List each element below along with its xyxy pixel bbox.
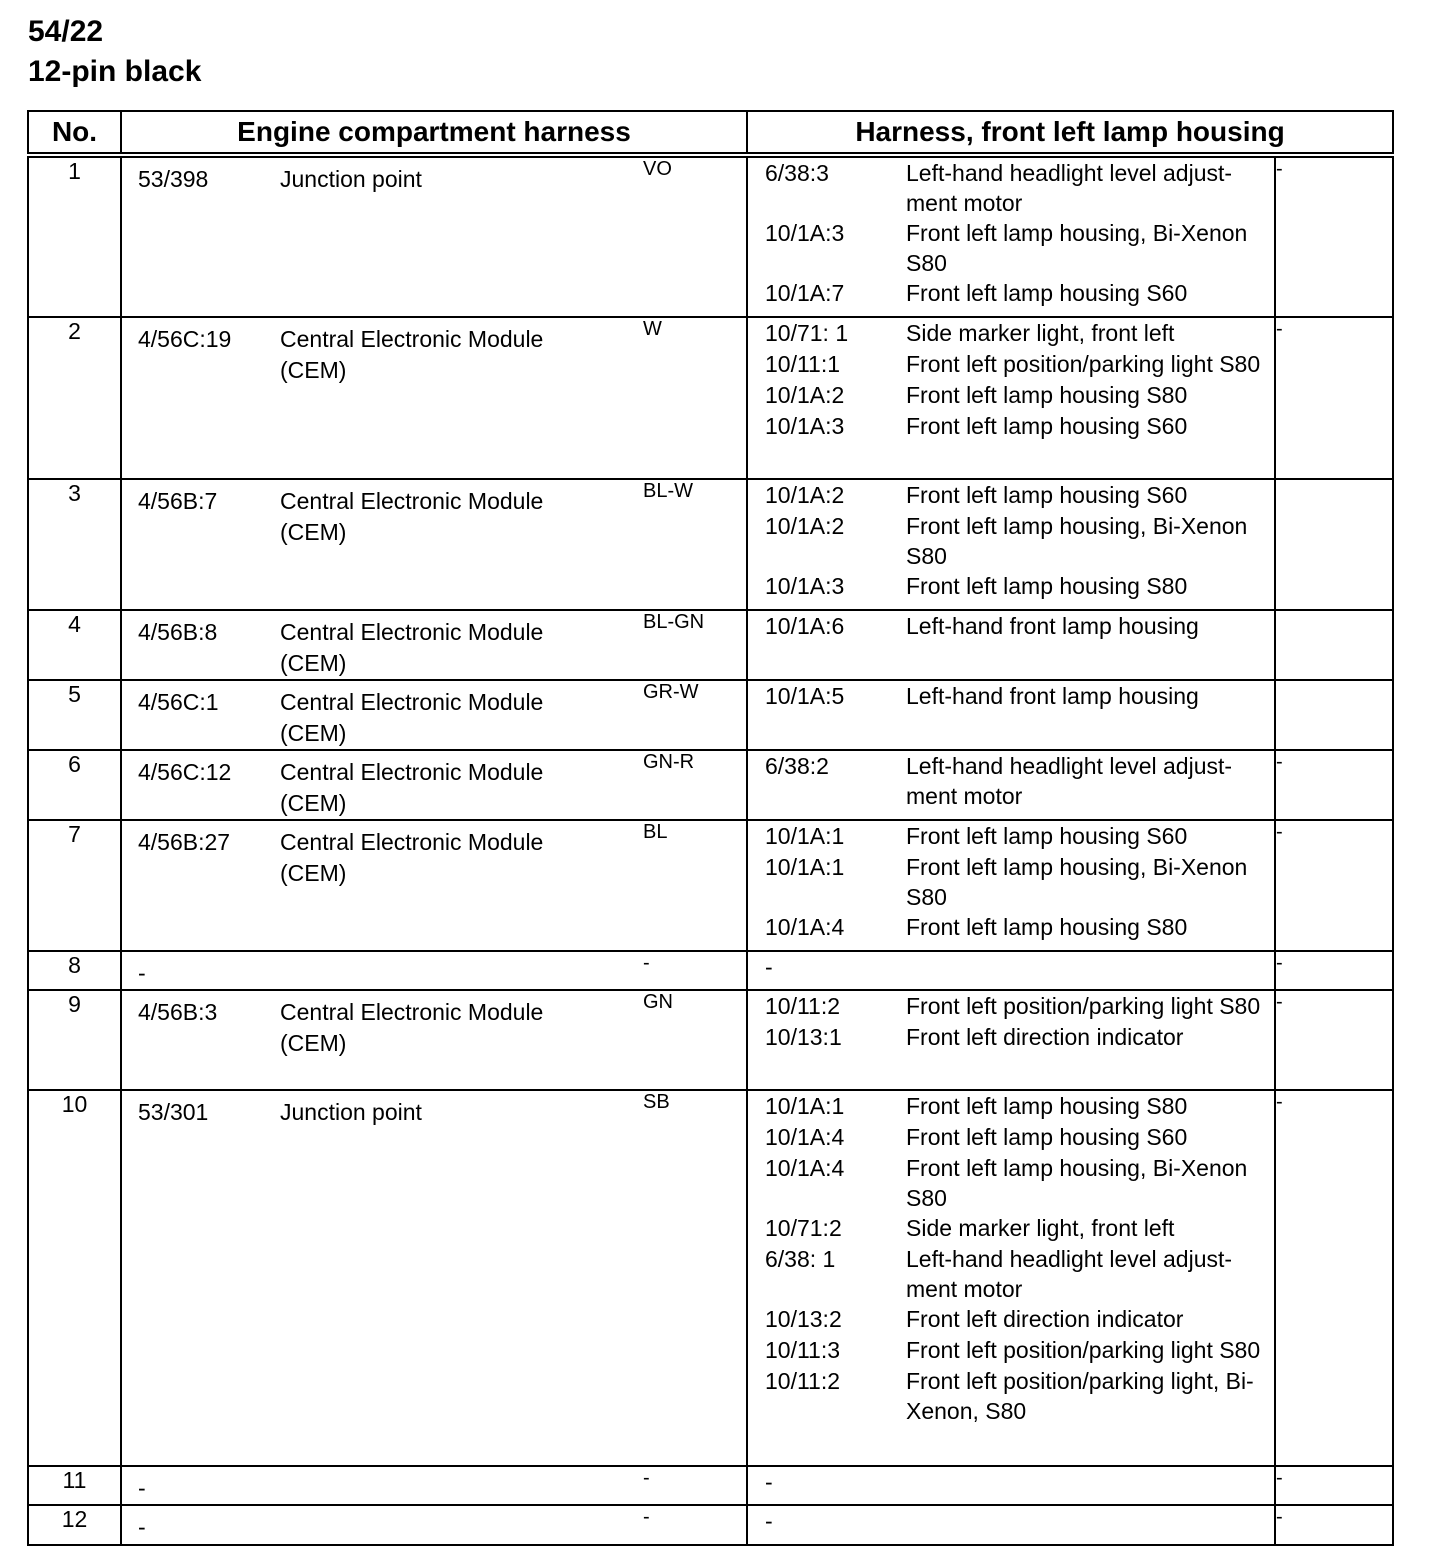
destination-description: Left-hand headlight level adjust-ment motor (906, 753, 1233, 809)
extra-column (1275, 479, 1393, 610)
source-connection (122, 757, 643, 819)
source-cell (121, 610, 643, 680)
source-cell (121, 317, 643, 479)
destination-entry (748, 511, 1274, 571)
source-cell (121, 1466, 643, 1505)
destination-cell (747, 610, 1275, 680)
destination-description: Front left direction indicator (906, 1024, 1184, 1050)
destination-code: 10/1A:3 (765, 413, 845, 439)
wire-color: GN (643, 990, 747, 1090)
destination-entry (748, 1366, 1274, 1426)
destination-entry (748, 480, 1274, 511)
destination-code: 10/1A:6 (765, 613, 845, 639)
source-code: 4/56B:8 (138, 619, 218, 645)
extra-column: - (1275, 951, 1393, 990)
connector-description: 12-pin black (28, 55, 202, 88)
destination-entry (748, 1213, 1274, 1244)
destination-description: Front left position/parking light, Bi-Xenon, S80 (906, 1368, 1254, 1424)
pin-number: 7 (28, 820, 121, 951)
connector-code: 54/22 (28, 15, 104, 48)
destination-code: 10/1A:3 (765, 220, 845, 246)
pin-table (27, 110, 1394, 1546)
source-connection (122, 486, 643, 548)
source-connection (122, 617, 643, 679)
source-description: Central Electronic Module (CEM) (280, 829, 544, 886)
extra-column (1275, 680, 1393, 750)
source-cell (121, 680, 643, 750)
destination-code: 6/38: 1 (765, 1246, 836, 1272)
wire-color: SB (643, 1090, 747, 1466)
table-header-row (28, 111, 1393, 155)
extra-column: - (1275, 1466, 1393, 1505)
destination-entry (748, 1022, 1274, 1053)
destination-cell (747, 680, 1275, 750)
source-cell (121, 820, 643, 951)
source-connection (122, 958, 643, 989)
header-engine-harness: Engine compartment harness (121, 111, 747, 155)
source-cell (121, 479, 643, 610)
table-row (28, 1466, 1393, 1505)
source-description (280, 1473, 610, 1504)
destination-cell (747, 1090, 1275, 1466)
pin-number: 9 (28, 990, 121, 1090)
destination-entry (748, 952, 1274, 983)
source-description: Central Electronic Module (CEM) (280, 999, 544, 1056)
source-code: 4/56B:3 (138, 999, 218, 1025)
destination-cell (747, 317, 1275, 479)
destination-description: Front left lamp housing S60 (906, 1124, 1188, 1150)
pin-number: 1 (28, 155, 121, 317)
destination-entry (748, 349, 1274, 380)
header-no: No. (28, 111, 121, 155)
source-code: 4/56C:1 (138, 689, 219, 715)
table-row (28, 680, 1393, 750)
destination-code: 10/1A:2 (765, 513, 845, 539)
destination-code: 10/1A:1 (765, 854, 845, 880)
table-row (28, 317, 1393, 479)
table-row (28, 1090, 1393, 1466)
destination-description (906, 1467, 1266, 1498)
destination-description: Front left lamp housing S80 (906, 914, 1188, 940)
destination-code: 10/1A:7 (765, 280, 845, 306)
source-cell (121, 155, 643, 317)
destination-description: Left-hand front lamp housing (906, 683, 1199, 709)
destination-entry (748, 912, 1274, 943)
destination-code: 10/1A:4 (765, 1155, 845, 1181)
destination-description: Front left lamp housing S60 (906, 413, 1188, 439)
destination-entry (748, 1091, 1274, 1122)
pin-number: 12 (28, 1505, 121, 1545)
header-lamp-harness: Harness, front left lamp housing (747, 111, 1393, 155)
destination-entry (748, 411, 1274, 442)
destination-entry (748, 318, 1274, 349)
destination-description: Side marker light, front left (906, 1215, 1175, 1241)
source-code: 4/56B:7 (138, 488, 218, 514)
destination-code: - (765, 954, 773, 980)
source-code: - (138, 960, 146, 986)
destination-description: Front left lamp housing, Bi-Xenon S80 (906, 1155, 1248, 1211)
destination-entry (748, 380, 1274, 411)
destination-entry (748, 1153, 1274, 1213)
table-row (28, 990, 1393, 1090)
destination-entry (748, 611, 1274, 642)
table-row (28, 1505, 1393, 1545)
destination-entry (748, 751, 1274, 811)
destination-entry (748, 821, 1274, 852)
extra-column: - (1275, 317, 1393, 479)
wire-color: GN-R (643, 750, 747, 820)
destination-entry (748, 1244, 1274, 1304)
destination-cell (747, 750, 1275, 820)
source-code: 4/56B:27 (138, 829, 231, 855)
destination-code: 10/1A:1 (765, 823, 845, 849)
destination-description: Left-hand front lamp housing (906, 613, 1199, 639)
destination-code: 6/38:3 (765, 160, 829, 186)
wire-color: - (643, 1466, 747, 1505)
pin-number: 3 (28, 479, 121, 610)
source-description: Junction point (280, 166, 422, 192)
destination-description: Side marker light, front left (906, 320, 1175, 346)
source-connection (122, 324, 643, 386)
destination-description: Front left position/parking light S80 (906, 351, 1261, 377)
extra-column: - (1275, 155, 1393, 317)
pin-number: 10 (28, 1090, 121, 1466)
extra-column: - (1275, 750, 1393, 820)
table-row (28, 951, 1393, 990)
destination-cell (747, 1466, 1275, 1505)
wire-color: GR-W (643, 680, 747, 750)
pin-number: 5 (28, 680, 121, 750)
source-description: Central Electronic Module (CEM) (280, 619, 544, 676)
source-connection (122, 687, 643, 749)
destination-code: 10/71:2 (765, 1215, 842, 1241)
destination-description: Front left lamp housing S80 (906, 382, 1188, 408)
destination-code: 10/1A:2 (765, 482, 845, 508)
source-cell (121, 951, 643, 990)
extra-column: - (1275, 1090, 1393, 1466)
source-cell (121, 750, 643, 820)
destination-code: 10/1A:1 (765, 1093, 845, 1119)
source-description (280, 958, 610, 989)
destination-entry (748, 1506, 1274, 1537)
destination-code: 10/13:1 (765, 1024, 842, 1050)
destination-code: 10/1A:2 (765, 382, 845, 408)
source-connection (122, 1097, 643, 1128)
destination-description (906, 1506, 1266, 1537)
destination-entry (748, 681, 1274, 712)
source-code: 4/56C:12 (138, 759, 232, 785)
wire-color: BL (643, 820, 747, 951)
destination-entry (748, 158, 1274, 218)
source-connection (122, 997, 643, 1059)
source-description: Central Electronic Module (CEM) (280, 759, 544, 816)
destination-code: - (765, 1469, 773, 1495)
destination-entry (748, 218, 1274, 278)
source-code: 53/301 (138, 1099, 209, 1125)
extra-column: - (1275, 820, 1393, 951)
destination-entry (748, 278, 1274, 309)
destination-cell (747, 990, 1275, 1090)
destination-entry (748, 571, 1274, 602)
source-cell (121, 990, 643, 1090)
destination-entry (748, 1122, 1274, 1153)
table-row (28, 750, 1393, 820)
pin-number: 6 (28, 750, 121, 820)
destination-cell (747, 155, 1275, 317)
table-row (28, 610, 1393, 680)
destination-code: 10/1A:3 (765, 573, 845, 599)
destination-cell (747, 951, 1275, 990)
destination-code: - (765, 1508, 773, 1534)
extra-column: - (1275, 1505, 1393, 1545)
pin-number: 2 (28, 317, 121, 479)
source-code: 53/398 (138, 166, 209, 192)
destination-code: 10/11:1 (765, 351, 841, 377)
destination-description: Left-hand headlight level adjust-ment motor (906, 1246, 1233, 1302)
destination-description: Front left position/parking light S80 (906, 993, 1261, 1019)
source-cell (121, 1505, 643, 1545)
destination-cell (747, 479, 1275, 610)
destination-code: 10/11:3 (765, 1337, 841, 1363)
table-row (28, 155, 1393, 317)
extra-column (1275, 610, 1393, 680)
destination-code: 6/38:2 (765, 753, 829, 779)
destination-description: Front left lamp housing, Bi-Xenon S80 (906, 220, 1248, 276)
destination-code: 10/13:2 (765, 1306, 842, 1332)
source-code: - (138, 1514, 146, 1540)
destination-cell (747, 1505, 1275, 1545)
source-connection (122, 1512, 643, 1543)
destination-description: Front left lamp housing S60 (906, 280, 1188, 306)
wire-color: - (643, 1505, 747, 1545)
table-row (28, 820, 1393, 951)
pin-number: 4 (28, 610, 121, 680)
source-description: Central Electronic Module (CEM) (280, 326, 544, 383)
destination-description: Front left lamp housing, Bi-Xenon S80 (906, 513, 1248, 569)
destination-entry (748, 852, 1274, 912)
destination-cell (747, 820, 1275, 951)
destination-description: Front left lamp housing S60 (906, 823, 1188, 849)
pin-number: 11 (28, 1466, 121, 1505)
wire-color: VO (643, 155, 747, 317)
wire-color: BL-W (643, 479, 747, 610)
wire-color: - (643, 951, 747, 990)
destination-description: Front left position/parking light S80 (906, 1337, 1261, 1363)
source-connection (122, 1473, 643, 1504)
destination-description: Front left direction indicator (906, 1306, 1184, 1332)
destination-code: 10/11:2 (765, 1368, 841, 1394)
destination-description: Front left lamp housing S60 (906, 482, 1188, 508)
source-connection (122, 827, 643, 889)
destination-code: 10/1A:5 (765, 683, 845, 709)
destination-entry (748, 1467, 1274, 1498)
wire-color: W (643, 317, 747, 479)
source-code: - (138, 1475, 146, 1501)
destination-code: 10/1A:4 (765, 914, 845, 940)
destination-entry (748, 991, 1274, 1022)
pin-number: 8 (28, 951, 121, 990)
destination-code: 10/1A:4 (765, 1124, 845, 1150)
source-description: Junction point (280, 1099, 422, 1125)
destination-description: Front left lamp housing S80 (906, 573, 1188, 599)
destination-description: Front left lamp housing S80 (906, 1093, 1188, 1119)
source-connection (122, 164, 643, 195)
destination-description: Left-hand headlight level adjust-ment motor (906, 160, 1233, 216)
destination-code: 10/11:2 (765, 993, 841, 1019)
destination-description (906, 952, 1266, 983)
source-description: Central Electronic Module (CEM) (280, 488, 544, 545)
table-row (28, 479, 1393, 610)
source-description: Central Electronic Module (CEM) (280, 689, 544, 746)
wire-color: BL-GN (643, 610, 747, 680)
source-code: 4/56C:19 (138, 326, 232, 352)
extra-column: - (1275, 990, 1393, 1090)
destination-entry (748, 1304, 1274, 1335)
destination-entry (748, 1335, 1274, 1366)
destination-description: Front left lamp housing, Bi-Xenon S80 (906, 854, 1248, 910)
source-description (280, 1512, 610, 1543)
destination-code: 10/71: 1 (765, 320, 849, 346)
source-cell (121, 1090, 643, 1466)
